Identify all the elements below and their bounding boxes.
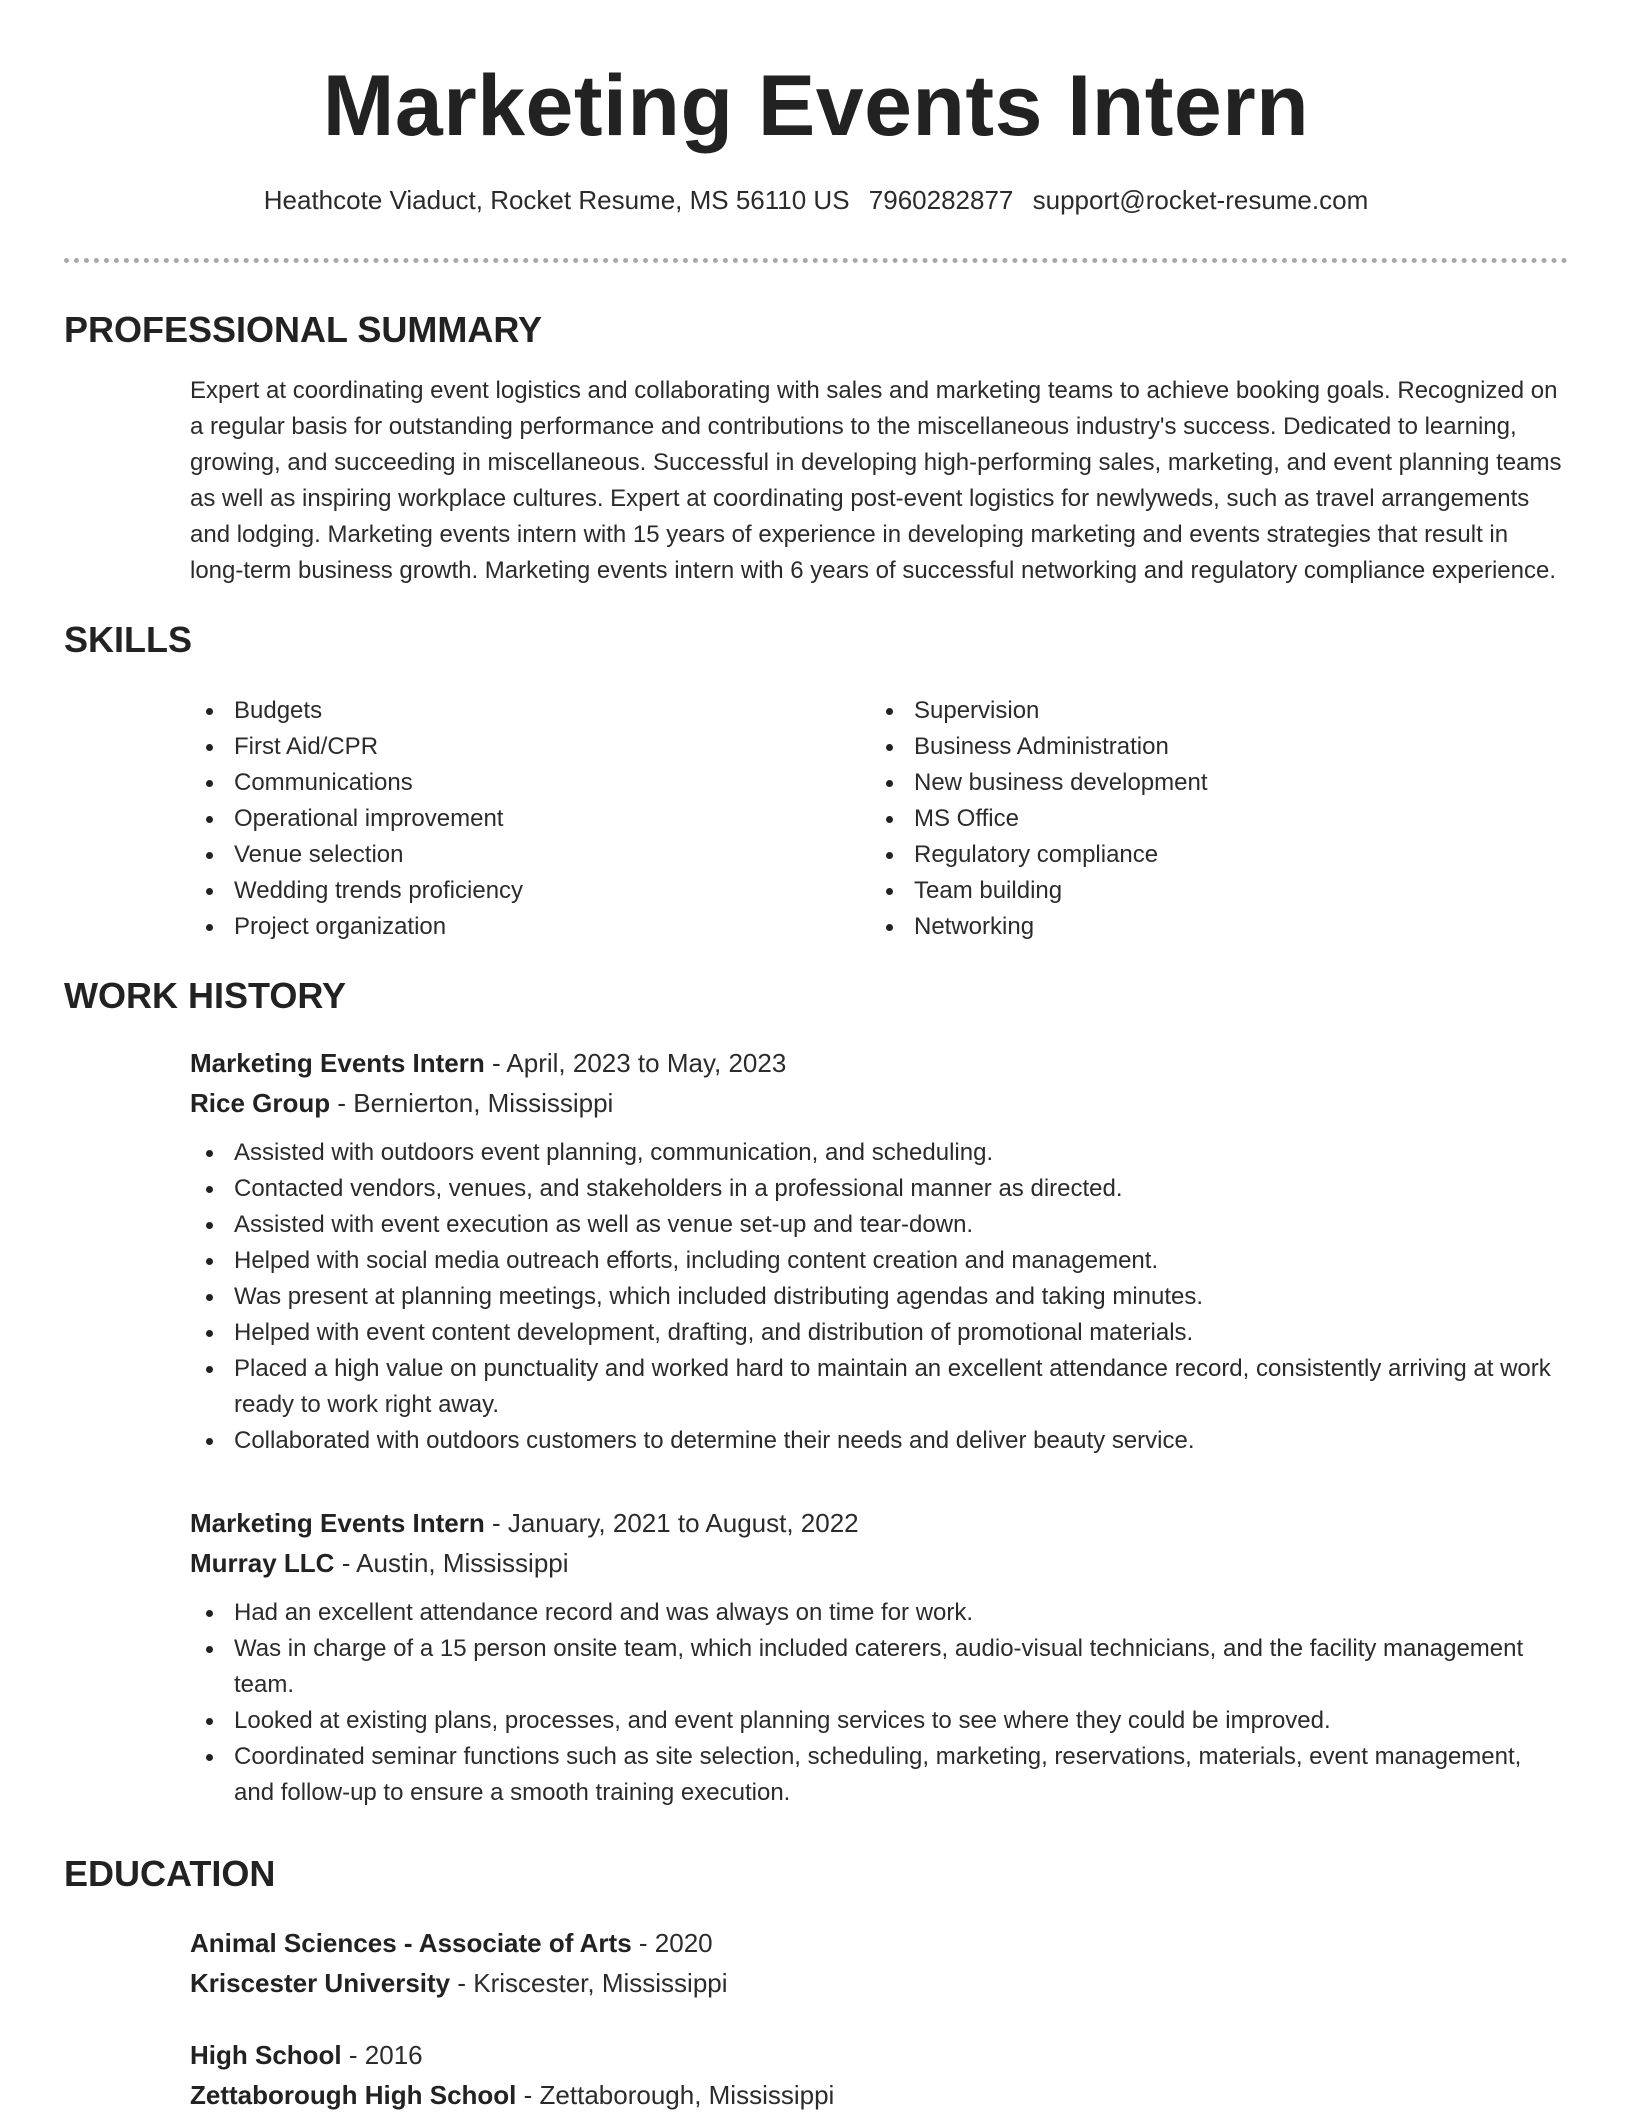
skill-item: Business Administration [870,729,1550,765]
skills-column-left [190,693,870,945]
education-school-line [190,1963,1568,2003]
education-year: - 2016 [341,2040,423,2070]
job-location: - Austin, Mississippi [334,1548,569,1578]
contact-phone: 7960282877 [868,185,1014,215]
job-duty: Contacted vendors, venues, and stakeholders in a professional manner as directed. [190,1171,1568,1207]
education-entry [190,2035,1568,2115]
education-school: Kriscester University [190,1968,451,1998]
job-company: Rice Group [190,1088,331,1118]
education-school-line [190,2075,1568,2115]
job-title-line [190,1503,1568,1543]
skill-item: Budgets [190,693,870,729]
job-entry [190,1503,1568,1811]
education-degree: High School [190,2040,342,2070]
section-title-work-history: WORK HISTORY [64,975,347,1016]
education-year: - 2020 [631,1928,713,1958]
skill-item: First Aid/CPR [190,729,870,765]
job-role: Marketing Events Intern [190,1508,485,1538]
contact-line [64,182,1568,218]
education-school: Zettaborough High School [190,2080,517,2110]
education-entry [190,1923,1568,2003]
job-duty: Was in charge of a 15 person onsite team, which included caterers, audio-visual technicians, and the facility management team. [190,1631,1568,1703]
contact-email: support@rocket-resume.com [1032,185,1369,215]
job-duty: Helped with event content development, drafting, and distribution of promotional materials. [190,1315,1568,1351]
skill-item: Supervision [870,693,1550,729]
resume-page [64,0,1568,2115]
education-degree-line [190,2035,1568,2075]
education-location: - Kriscester, Mississippi [450,1968,728,1998]
skill-item: Networking [870,909,1550,945]
section-title-education: EDUCATION [64,1853,276,1894]
job-duty: Coordinated seminar functions such as site selection, scheduling, marketing, reservations, materials, event management, and follow-up to ensure a smooth training execution. [190,1739,1568,1811]
skill-item: Project organization [190,909,870,945]
skill-item: Team building [870,873,1550,909]
contact-address: Heathcote Viaduct, Rocket Resume, MS 56110 US [263,185,850,215]
section-title-skills: SKILLS [64,619,193,660]
job-duty: Collaborated with outdoors customers to determine their needs and deliver beauty service. [190,1423,1568,1459]
job-title-line [190,1043,1568,1083]
job-duty: Was present at planning meetings, which included distributing agendas and taking minutes. [190,1279,1568,1315]
skill-item: Wedding trends proficiency [190,873,870,909]
job-duty: Had an excellent attendance record and was always on time for work. [190,1595,1568,1631]
job-duty: Looked at existing plans, processes, and event planning services to see where they could be improved. [190,1703,1568,1739]
skill-item: New business development [870,765,1550,801]
summary-text: Expert at coordinating event logistics and collaborating with sales and marketing teams to achieve booking goals. Recognized on a regular basis for outstanding performance and contributions to the miscellaneous industry's success. Dedicated to learning, growing, and succeeding in miscellaneous. Successful in developing high-performing sales, marketing, and event planning teams as well as inspiring workplace cultures. Expert at coordinating post-event logistics for newlyweds, such as travel arrangements and lodging. Marketing events intern with 15 years of experience in developing marketing and events strategies that result in long-term business growth. Marketing events intern with 6 years of successful networking and regulatory compliance experience. [190,377,1562,584]
job-duty: Assisted with event execution as well as venue set-up and tear-down. [190,1207,1568,1243]
skills-column-right [870,693,1550,945]
section-title-summary: PROFESSIONAL SUMMARY [64,309,543,350]
resume-name: Marketing Events Intern [322,58,1310,154]
job-role: Marketing Events Intern [190,1048,485,1078]
job-company-line [190,1543,1568,1583]
header-divider [64,258,1568,263]
job-duties [190,1595,1568,1811]
skill-item: Venue selection [190,837,870,873]
skill-item: Operational improvement [190,801,870,837]
skill-item: MS Office [870,801,1550,837]
job-duty: Assisted with outdoors event planning, communication, and scheduling. [190,1135,1568,1171]
job-duty: Helped with social media outreach efforts, including content creation and management. [190,1243,1568,1279]
education-degree: Animal Sciences - Associate of Arts [190,1928,632,1958]
skill-item: Communications [190,765,870,801]
skill-item: Regulatory compliance [870,837,1550,873]
job-location: - Bernierton, Mississippi [330,1088,614,1118]
education-degree-line [190,1923,1568,1963]
job-duties [190,1135,1568,1459]
job-entry [190,1043,1568,1459]
job-duty: Placed a high value on punctuality and worked hard to maintain an excellent attendance record, consistently arriving at work ready to work right away. [190,1351,1568,1423]
job-dates: - January, 2021 to August, 2022 [484,1508,859,1538]
skills-list [190,693,1568,945]
education-location: - Zettaborough, Mississippi [516,2080,835,2110]
job-dates: - April, 2023 to May, 2023 [484,1048,787,1078]
job-company: Murray LLC [190,1548,335,1578]
job-company-line [190,1083,1568,1123]
